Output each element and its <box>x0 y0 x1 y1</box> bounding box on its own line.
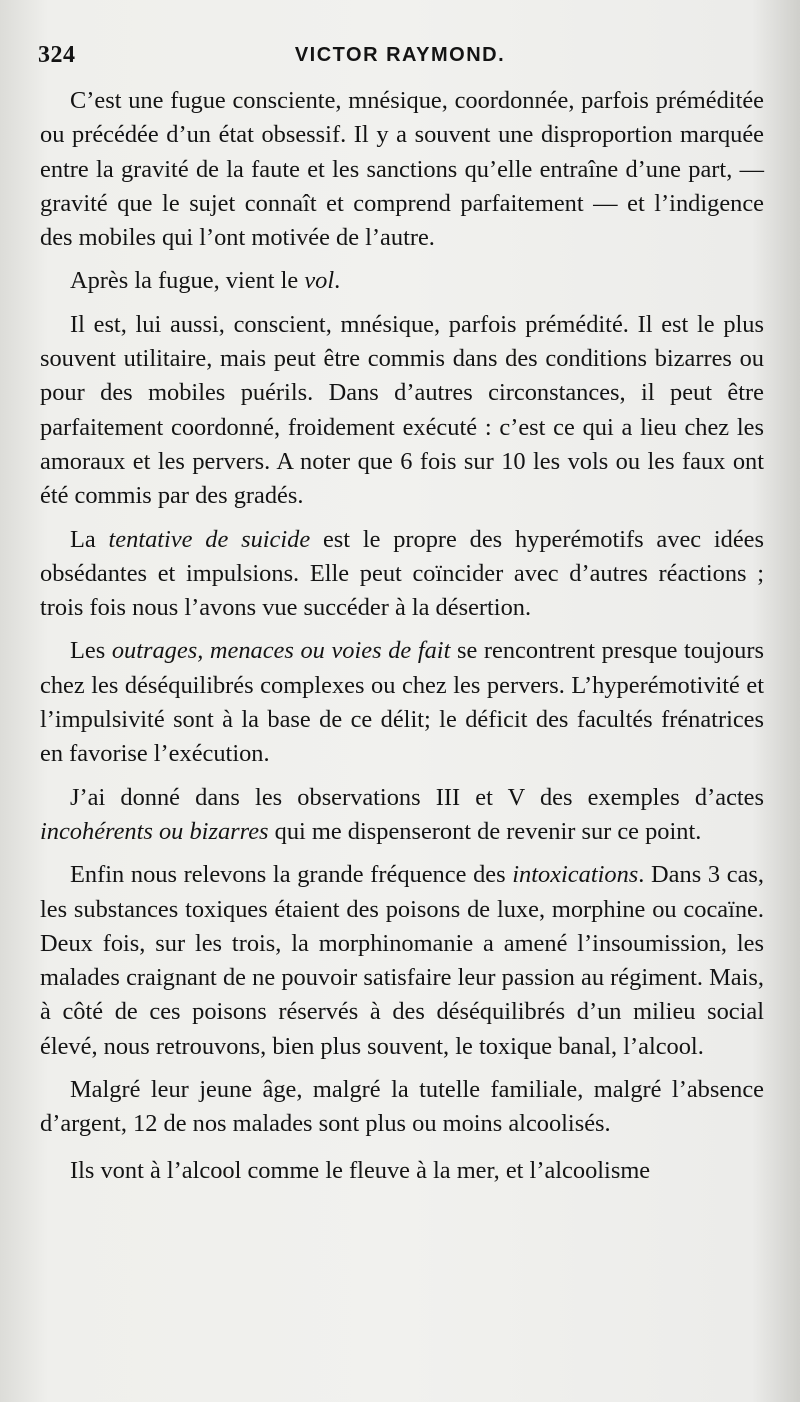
italic-term: intoxications <box>512 861 639 889</box>
page-header <box>0 42 800 76</box>
paragraph-actes: J’ai donné dans les observations III et V des exemples d’actes incohérents ou bizarres qui me dispenseront de revenir sur ce point. <box>40 783 764 845</box>
paragraph-vol: Il est, lui aussi, conscient, mnésique, parfois prémédité. Il est le plus souvent utilitaire, mais peut être commis dans des conditions bizarres ou pour des mobiles puérils. Dans d’autres circonstances, il peut être parfaitement coordonné, froidement exécuté : c’est ce qui a lieu chez les amoraux et les pervers. A noter que 6 fois sur 10 les vols ou les faux ont été commis par des gradés. <box>40 310 764 510</box>
paragraph-alcoolises: Malgré leur jeune âge, malgré la tutelle familiale, malgré l’absence d’argent, 12 de nos malades sont plus ou moins alcoolisés. <box>40 1076 764 1138</box>
italic-term: incohérents ou bizarres <box>40 817 269 845</box>
page-number: 324 <box>38 42 76 68</box>
italic-term: vol <box>304 267 335 295</box>
running-title: VICTOR RAYMOND. <box>294 44 506 66</box>
paragraph-outrages: Les outrages, menaces ou voies de fait se rencontrent presque toujours chez les déséquilibrés complexes ou chez les pervers. L’hyperémotivité et l’impulsivité sont à la base de ce délit; le déficit des facultés frénatrices en favorise l’exécution. <box>40 637 764 768</box>
paragraph-fugue: C’est une fugue consciente, mnésique, coordonnée, parfois préméditée ou précédée d’un état obsessif. Il y a souvent une disproportion marquée entre la gravité de la faute et les sanctions qu’elle entraîne d’une part, — gravité que le sujet connaît et comprend parfaitement — et l’indigence des mobiles qui l’ont motivée de l’autre. <box>40 87 764 252</box>
paragraph-vol-intro: Après la fugue, vient le vol. <box>70 267 341 295</box>
italic-term: tentative de suicide <box>108 525 311 553</box>
paragraph-intoxications: Enfin nous relevons la grande fréquence des intoxications. Dans 3 cas, les substances toxiques étaient des poisons de luxe, morphine ou cocaïne. Deux fois, sur les trois, la morphinomanie a amené l’insoumission, les malades craignant de ne pouvoir satisfaire leur passion au régiment. Mais, à côté de ces poisons réservés à des déséquilibrés d’un milieu social élevé, nous retrouvons, bien plus souvent, le toxique banal, l’alcool. <box>40 861 764 1060</box>
paragraph-alcoolisme: Ils vont à l’alcool comme le fleuve à la mer, et l’alcoolisme <box>70 1156 651 1184</box>
paragraph-suicide: La tentative de suicide est le propre des hyperémotifs avec idées obsédantes et impulsions. Elle peut coïncider avec d’autres réactions ; trois fois nous l’avons vue succéder à la désertion. <box>40 525 765 622</box>
body-text <box>40 84 764 1188</box>
italic-term: outrages, menaces ou voies de fait <box>111 637 451 665</box>
